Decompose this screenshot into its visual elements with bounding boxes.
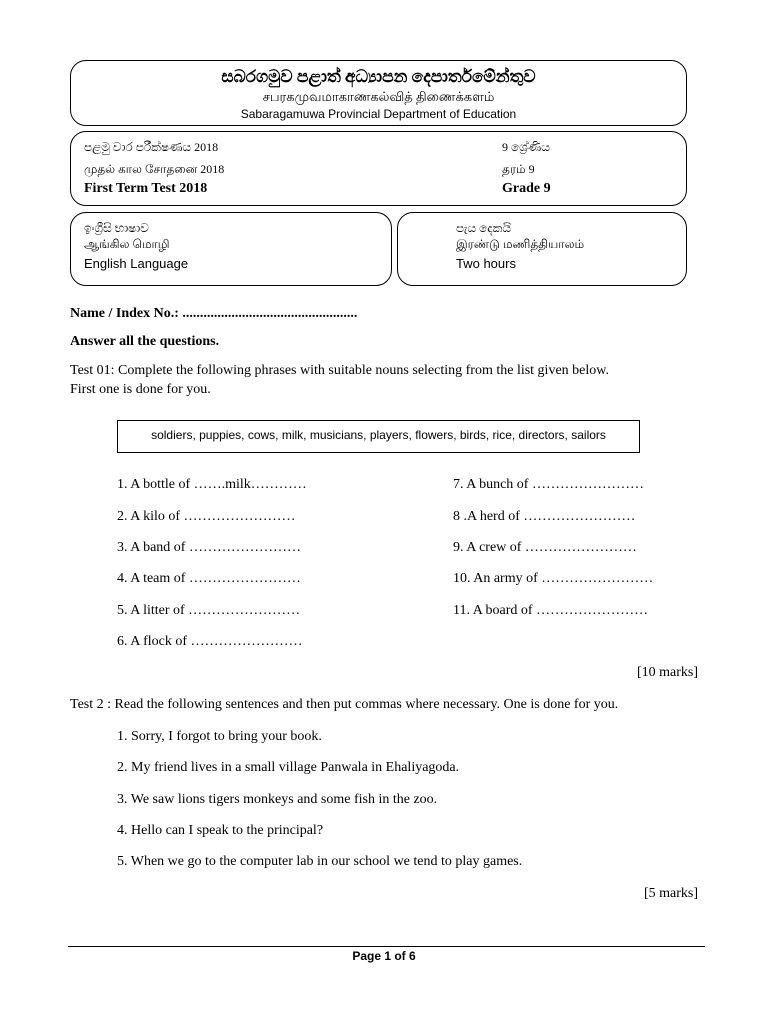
subject-tamil: ஆங்கில மொழி <box>84 237 170 251</box>
exam-title-sinhala: පළමු වාර පරීක්ෂණය 2018 <box>84 140 219 154</box>
exam-info-box <box>70 131 687 206</box>
grade-english: Grade 9 <box>502 181 551 196</box>
phrase-item: 1. A bottle of …….milk………… <box>117 477 307 492</box>
test2-marks: [5 marks] <box>643 886 698 901</box>
footer-divider <box>68 946 705 947</box>
phrase-item: 3. A band of …………………… <box>117 540 301 555</box>
phrase-item: 6. A flock of …………………… <box>117 634 303 649</box>
name-index-line: Name / Index No.: .................................................. <box>70 306 358 321</box>
sentence-item: 2. My friend lives in a small village Panwala in Ehaliyagoda. <box>117 760 460 775</box>
phrase-item: 5. A litter of …………………… <box>117 603 301 618</box>
sinhala-department-title: සබරගමුව පළාත් අධ්‍යාපන දෙපාර්තමේන්තුව <box>221 67 536 86</box>
phrase-item: 9. A crew of …………………… <box>453 540 637 555</box>
phrase-item: 4. A team of …………………… <box>117 571 301 586</box>
page-number: Page 1 of 6 <box>352 949 416 963</box>
phrase-item: 11. A board of …………………… <box>453 603 649 618</box>
duration-tamil: இரண்டு மணித்தியாலம் <box>456 237 585 251</box>
grade-tamil: தரம் 9 <box>502 162 535 176</box>
duration-english: Two hours <box>456 256 516 271</box>
exam-title-tamil: முதல் கால சோதனை 2018 <box>84 162 225 176</box>
tamil-department-title: சபரகமுவமாகாணகல்வித் திணைக்களம் <box>262 89 495 104</box>
subject-sinhala: ඉංග්‍රීසි භාෂාව <box>84 221 149 235</box>
sentence-item: 5. When we go to the computer lab in our school we tend to play games. <box>117 854 523 869</box>
test1-instruction: Test 01: Complete the following phrases with suitable nouns selecting from the list given below. <box>70 363 609 378</box>
phrase-item: 7. A bunch of …………………… <box>453 477 644 492</box>
answer-all-instruction: Answer all the questions. <box>70 334 220 349</box>
phrase-item: 2. A kilo of …………………… <box>117 509 296 524</box>
duration-sinhala: පැය දෙකයි <box>456 221 511 235</box>
phrase-item: 10. An army of …………………… <box>453 571 654 586</box>
test1-example-note: First one is done for you. <box>70 382 211 397</box>
sentence-item: 3. We saw lions tigers monkeys and some fish in the zoo. <box>117 792 438 807</box>
sentence-item: 4. Hello can I speak to the principal? <box>117 823 324 838</box>
english-department-title: Sabaragamuwa Provincial Department of Education <box>240 107 517 121</box>
sentence-item: 1. Sorry, I forgot to bring your book. <box>117 729 322 744</box>
department-header <box>70 60 687 126</box>
word-bank: soldiers, puppies, cows, milk, musicians, players, flowers, birds, rice, directors, sailors <box>117 420 640 453</box>
duration-box <box>397 212 687 286</box>
subject-box <box>70 212 392 286</box>
test2-instruction: Test 2 : Read the following sentences and then put commas where necessary. One is done for you. <box>70 697 619 712</box>
phrase-item: 8 .A herd of …………………… <box>453 509 636 524</box>
test1-marks: [10 marks] <box>636 665 698 680</box>
grade-sinhala: 9 ශ්‍රේණිය <box>502 140 550 154</box>
subject-english: English Language <box>84 256 189 271</box>
exam-title-english: First Term Test 2018 <box>84 181 208 196</box>
